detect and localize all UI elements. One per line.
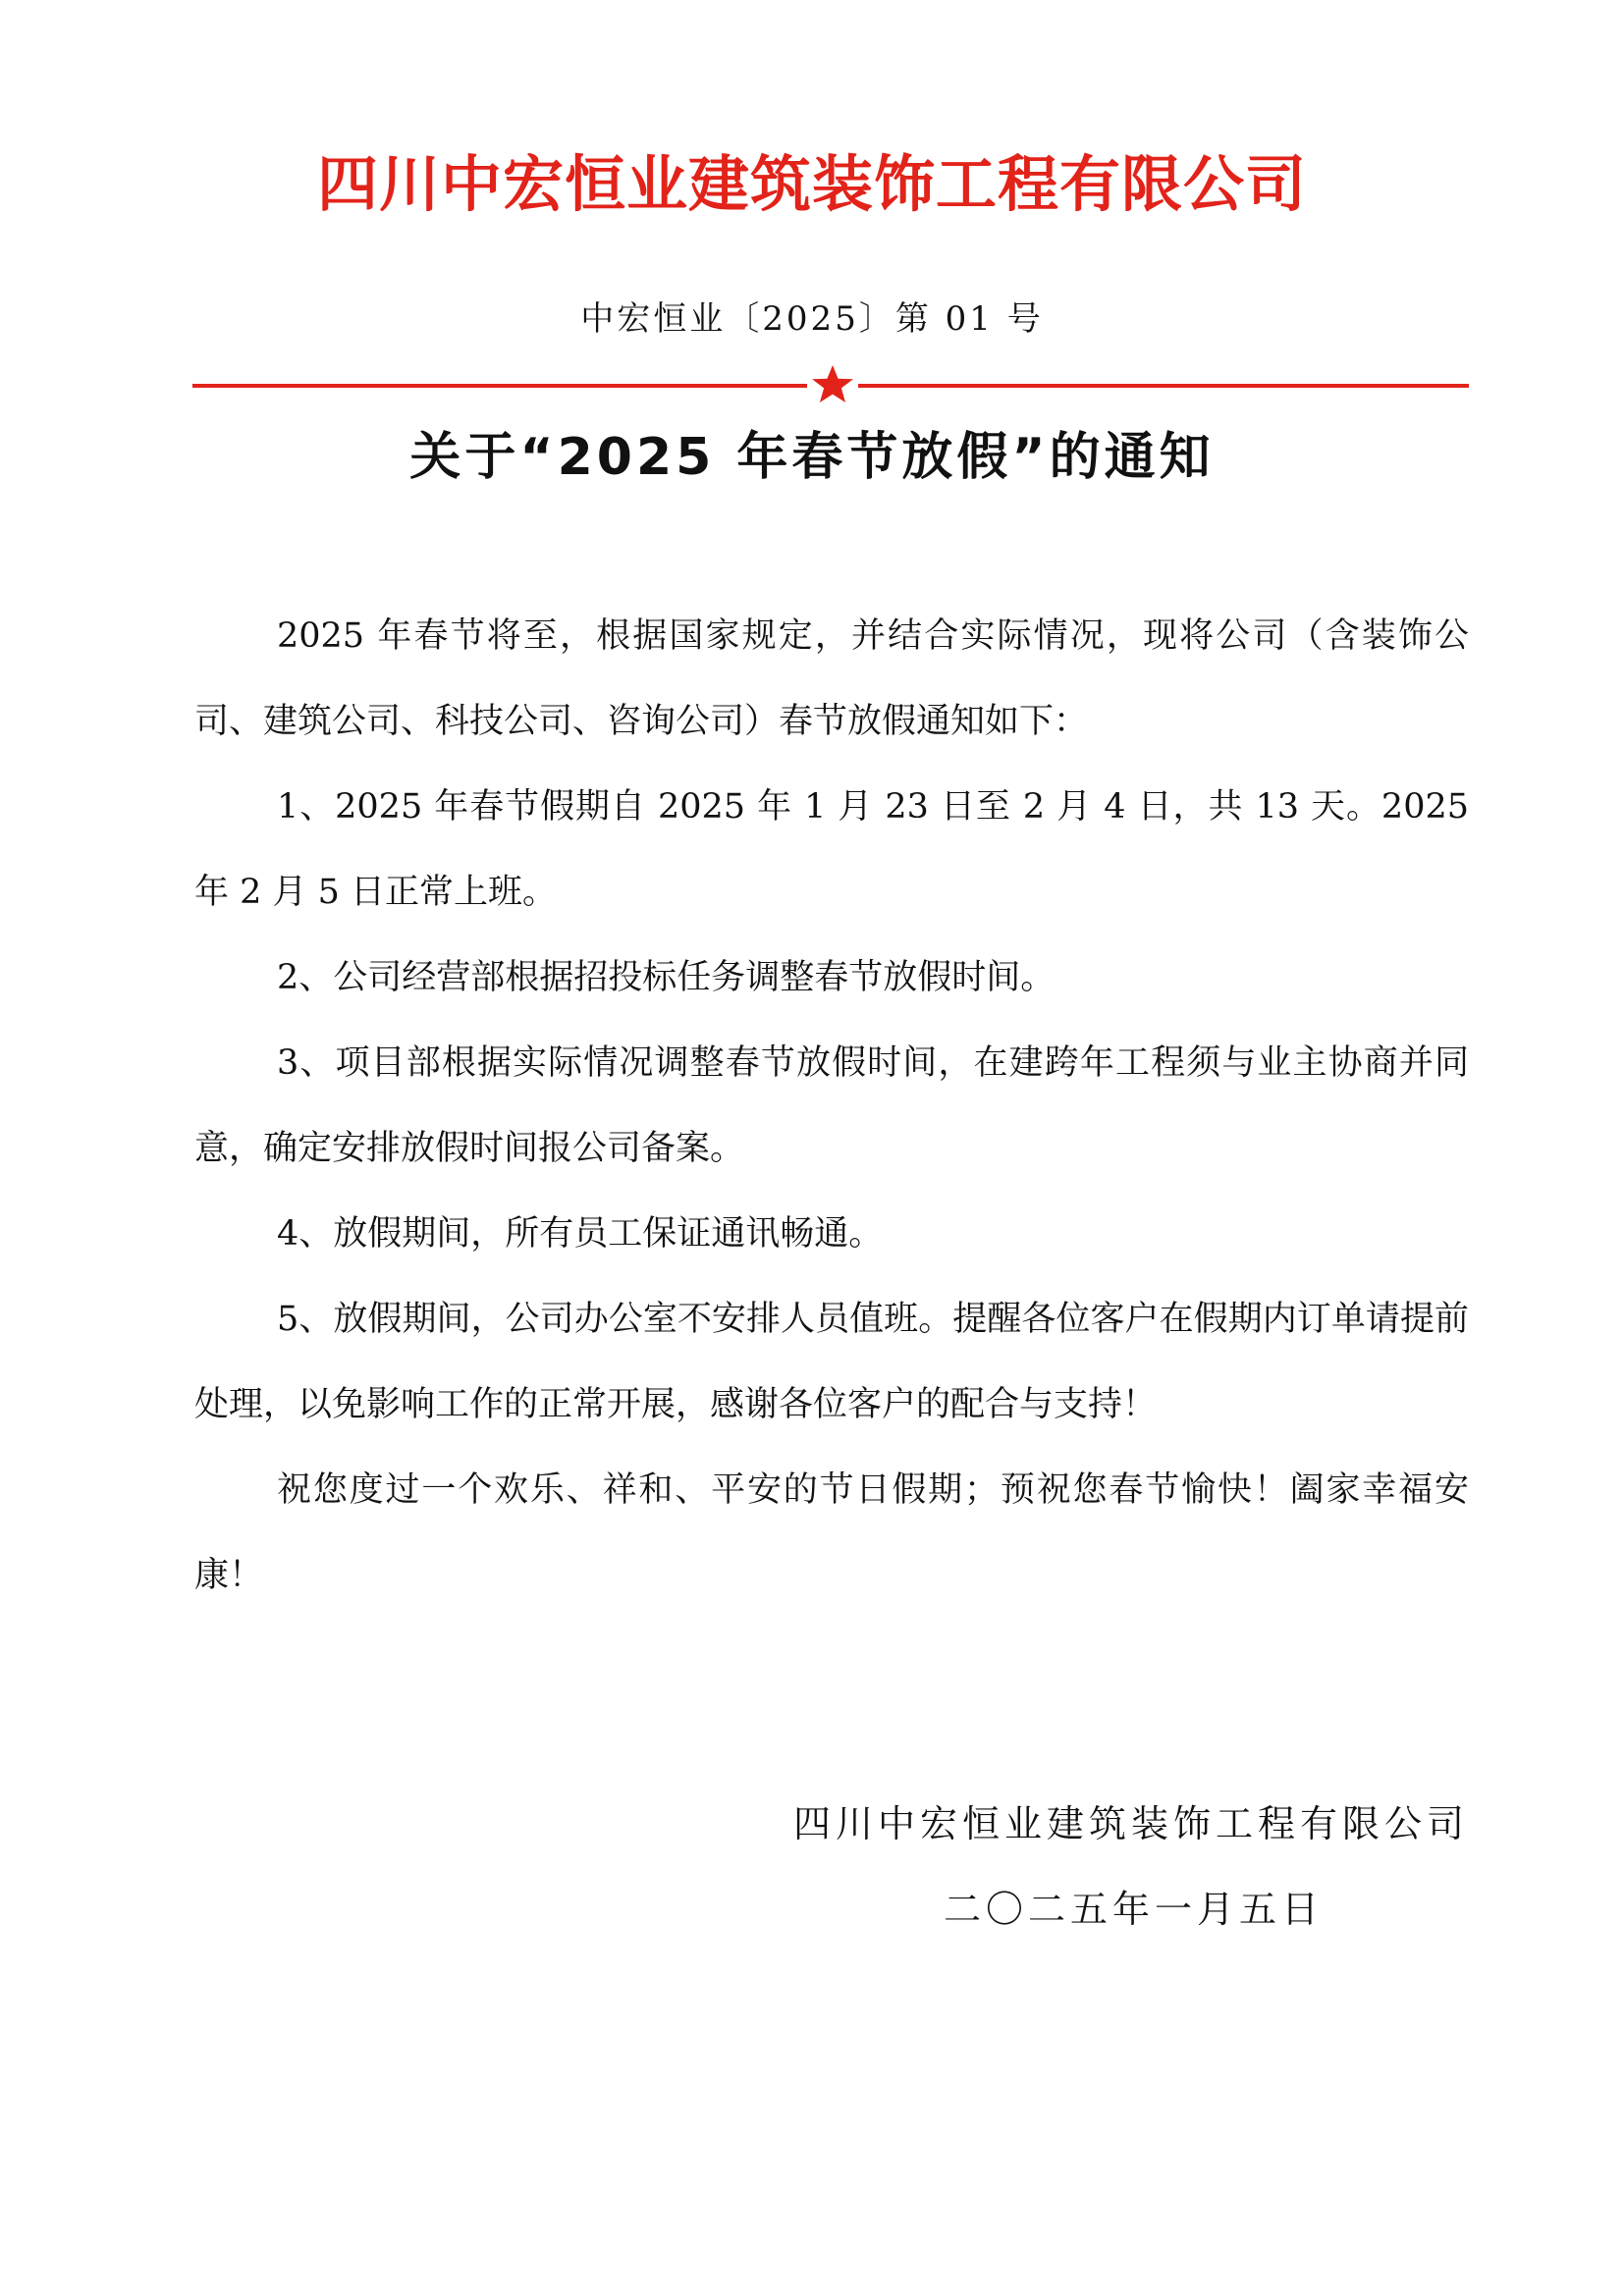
company-header: 四川中宏恒业建筑装饰工程有限公司 [316, 148, 1307, 220]
item-5-paragraph: 5、放假期间，公司办公室不安排人员值班。提醒各位客户在假期内订单请提前处理，以免影响工作的正常开展，感谢各位客户的配合与支持！ [194, 1300, 1469, 1424]
signature-company: 四川中宏恒业建筑装饰工程有限公司 [792, 1802, 1469, 1845]
red-separator [192, 361, 1469, 410]
item-4-paragraph: 4、放假期间，所有员工保证通讯畅通。 [277, 1214, 884, 1254]
red-star-icon [812, 365, 853, 402]
intro-paragraph: 2025 年春节将至，根据国家规定，并结合实际情况，现将公司（含装饰公司、建筑公司、科技公司、咨询公司）春节放假通知如下： [194, 616, 1469, 741]
item-1-paragraph: 1、2025 年春节假期自 2025 年 1 月 23 日至 2 月 4 日，共 13 天。2025 年 2 月 5 日正常上班。 [194, 787, 1469, 912]
signature-date: 二〇二五年一月五日 [943, 1888, 1324, 1931]
notice-title: 关于“2025 年春节放假”的通知 [409, 428, 1215, 487]
greeting-paragraph: 祝您度过一个欢乐、祥和、平安的节日假期；预祝您春节愉快！阖家幸福安康！ [194, 1470, 1469, 1595]
notice-body [194, 594, 1469, 1619]
item-3-paragraph: 3、项目部根据实际情况调整春节放假时间，在建跨年工程须与业主协商并同意，确定安排放假时间报公司备案。 [194, 1043, 1469, 1168]
signature-block [793, 1782, 1469, 1952]
document-number: 中宏恒业〔2025〕第 01 号 [580, 299, 1044, 339]
item-2-paragraph: 2、公司经营部根据招投标任务调整春节放假时间。 [277, 958, 1056, 997]
